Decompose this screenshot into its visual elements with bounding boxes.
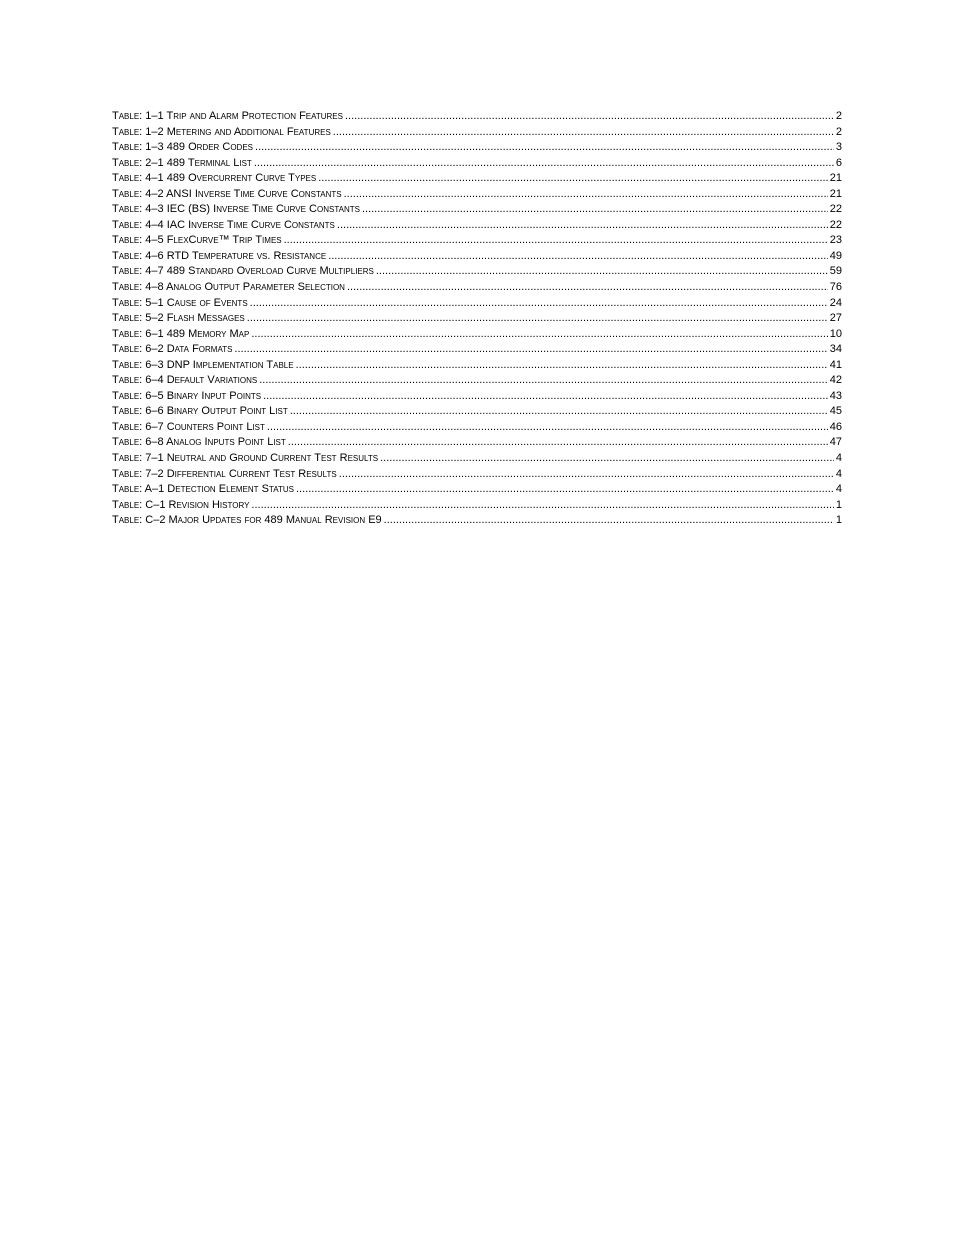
toc-entry-page: 2	[835, 125, 842, 138]
toc-entry[interactable]	[112, 264, 842, 280]
dot-leader	[251, 327, 827, 343]
dot-leader	[362, 202, 828, 218]
dot-leader	[288, 435, 828, 451]
toc-entry[interactable]	[112, 404, 842, 420]
toc-entry-title: Table: 1–2 Metering and Additional Features	[112, 125, 331, 138]
toc-entry[interactable]	[112, 296, 842, 312]
toc-entry-page: 10	[829, 327, 842, 340]
toc-entry-page: 76	[829, 281, 842, 294]
dot-leader	[259, 373, 828, 389]
toc-entry[interactable]	[112, 389, 842, 405]
toc-entry[interactable]	[112, 280, 842, 296]
toc-entry-page: 22	[829, 218, 842, 231]
toc-entry-page: 21	[829, 187, 842, 200]
dot-leader	[380, 451, 834, 467]
toc-entry[interactable]	[112, 435, 842, 451]
toc-entry-title: Table: 1–3 489 Order Codes	[112, 141, 254, 154]
toc-entry-title: Table: 6–3 DNP Implementation Table	[112, 358, 294, 371]
toc-entry[interactable]	[112, 125, 842, 141]
toc-entry-title: Table: 6–2 Data Formats	[112, 343, 233, 356]
toc-entry-page: 1	[835, 498, 842, 511]
dot-leader	[284, 233, 828, 249]
toc-entry-page: 45	[829, 405, 842, 418]
dot-leader	[234, 342, 827, 358]
dot-leader	[318, 171, 828, 187]
dot-leader	[251, 498, 833, 514]
dot-leader	[376, 264, 828, 280]
toc-entry-page: 4	[835, 483, 842, 496]
dot-leader	[296, 482, 834, 498]
toc-entry-page: 41	[829, 358, 842, 371]
toc-entry-page: 59	[829, 265, 842, 278]
dot-leader	[296, 358, 828, 374]
toc-entry-page: 6	[835, 156, 842, 169]
toc-entry-page: 22	[829, 203, 842, 216]
toc-entry-page: 3	[835, 141, 842, 154]
toc-entry-page: 21	[829, 172, 842, 185]
toc-entry-title: Table: 6–7 Counters Point List	[112, 420, 265, 433]
dot-leader	[263, 389, 828, 405]
toc-entry-title: Table: 4–3 IEC (BS) Inverse Time Curve Constants	[112, 203, 360, 216]
toc-entry-page: 43	[829, 389, 842, 402]
toc-entry[interactable]	[112, 420, 842, 436]
dot-leader	[337, 218, 828, 234]
toc-entry-title: Table: 4–6 RTD Temperature vs. Resistance	[112, 249, 327, 262]
toc-entry-page: 2	[835, 110, 842, 122]
dot-leader	[345, 109, 834, 125]
dot-leader	[384, 513, 834, 529]
toc-entry-title: Table: 4–7 489 Standard Overload Curve Multipliers	[112, 265, 374, 278]
toc-entry-page: 4	[835, 452, 842, 465]
toc-entry-title: Table: 1–1 Trip and Alarm Protection Features	[112, 110, 343, 122]
toc-entry[interactable]	[112, 451, 842, 467]
dot-leader	[247, 311, 828, 327]
dot-leader	[333, 125, 834, 141]
toc-entry-title: Table: 6–4 Default Variations	[112, 374, 258, 387]
toc-entry[interactable]	[112, 140, 842, 156]
dot-leader	[290, 404, 828, 420]
toc-entry[interactable]	[112, 342, 842, 358]
dot-leader	[254, 156, 834, 172]
toc-entry[interactable]	[112, 482, 842, 498]
dot-leader	[328, 249, 828, 265]
toc-entry-title: Table: 5–1 Cause of Events	[112, 296, 248, 309]
toc-entry-title: Table: 4–2 ANSI Inverse Time Curve Constants	[112, 187, 342, 200]
toc-entry-title: Table: C–1 Revision History	[112, 498, 250, 511]
dot-leader	[347, 280, 828, 296]
toc-entry[interactable]	[112, 218, 842, 234]
toc-entry-title: Table: A–1 Detection Element Status	[112, 483, 294, 496]
dot-leader	[339, 467, 834, 483]
toc-entry-title: Table: 4–8 Analog Output Parameter Selection	[112, 281, 345, 294]
toc-entry[interactable]	[112, 171, 842, 187]
toc-entry[interactable]	[112, 513, 842, 529]
toc-entry[interactable]	[112, 311, 842, 327]
toc-entry-page: 46	[829, 420, 842, 433]
toc-entry[interactable]	[112, 202, 842, 218]
toc-entry-title: Table: 4–1 489 Overcurrent Curve Types	[112, 172, 317, 185]
toc-entry[interactable]	[112, 156, 842, 172]
toc-entry-title: Table: 6–8 Analog Inputs Point List	[112, 436, 286, 449]
toc-entry-page: 49	[829, 249, 842, 262]
toc-entry-title: Table: 5–2 Flash Messages	[112, 312, 245, 325]
toc-entry[interactable]	[112, 467, 842, 483]
toc-entry[interactable]	[112, 358, 842, 374]
toc-entry-page: 47	[829, 436, 842, 449]
toc-entry[interactable]	[112, 109, 842, 125]
toc-entry-title: Table: 6–6 Binary Output Point List	[112, 405, 288, 418]
dot-leader	[344, 187, 828, 203]
toc-entry-title: Table: 4–4 IAC Inverse Time Curve Constants	[112, 218, 335, 231]
toc-entry-page: 4	[835, 467, 842, 480]
list-of-tables	[112, 109, 842, 529]
toc-entry-title: Table: 6–5 Binary Input Points	[112, 389, 262, 402]
toc-entry-title: Table: 4–5 FlexCurve™ Trip Times	[112, 234, 282, 247]
toc-entry-page: 42	[829, 374, 842, 387]
dot-leader	[250, 296, 828, 312]
toc-entry[interactable]	[112, 249, 842, 265]
toc-entry[interactable]	[112, 233, 842, 249]
dot-leader	[267, 420, 828, 436]
dot-leader	[255, 140, 834, 156]
toc-entry-title: Table: 7–2 Differential Current Test Results	[112, 467, 337, 480]
toc-entry-page: 34	[829, 343, 842, 356]
toc-entry-page: 27	[829, 312, 842, 325]
toc-entry-title: Table: C–2 Major Updates for 489 Manual Revision E9	[112, 514, 382, 527]
toc-entry-page: 1	[835, 514, 842, 527]
toc-entry-page: 24	[829, 296, 842, 309]
toc-entry-title: Table: 2–1 489 Terminal List	[112, 156, 252, 169]
toc-entry-title: Table: 7–1 Neutral and Ground Current Test Results	[112, 452, 379, 465]
toc-entry[interactable]	[112, 327, 842, 343]
toc-entry[interactable]	[112, 187, 842, 203]
toc-entry[interactable]	[112, 373, 842, 389]
toc-entry-page: 23	[829, 234, 842, 247]
toc-entry[interactable]	[112, 498, 842, 514]
toc-entry-title: Table: 6–1 489 Memory Map	[112, 327, 250, 340]
